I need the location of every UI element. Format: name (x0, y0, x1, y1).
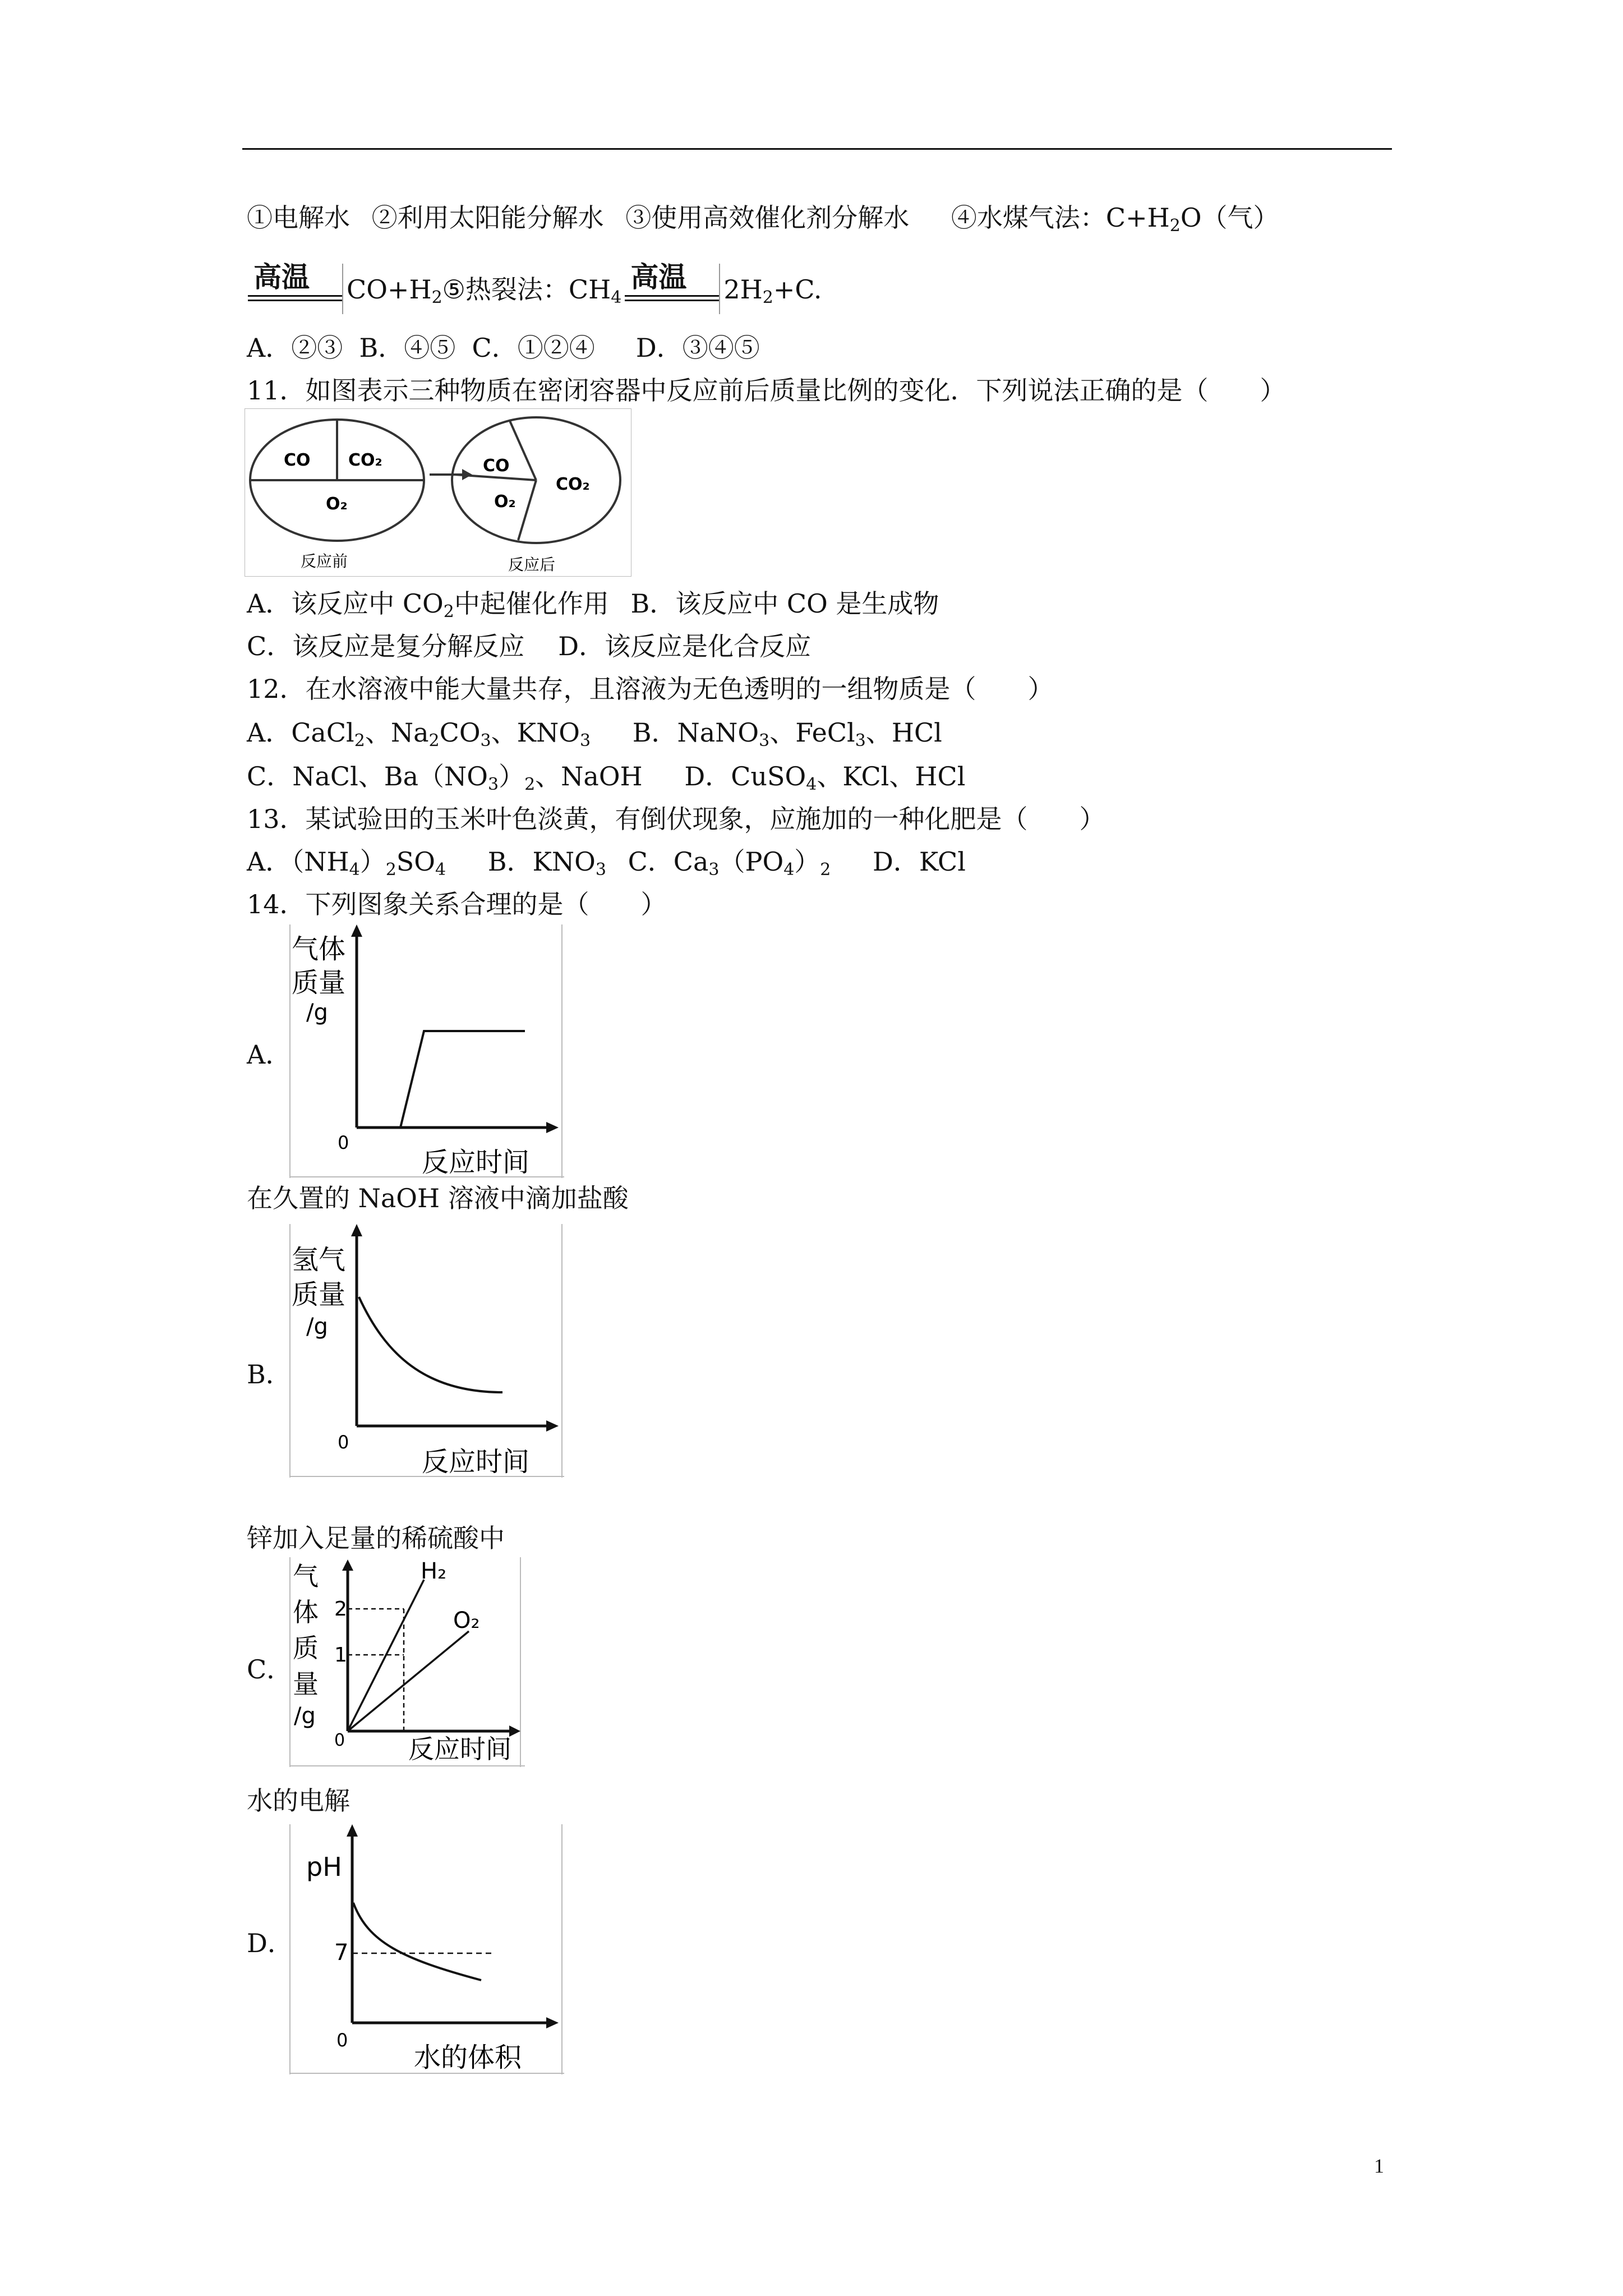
svg-text:/g: /g (306, 1000, 328, 1025)
svg-text:反应时间: 反应时间 (422, 1446, 530, 1478)
graph-c-o2-line (348, 1631, 469, 1731)
page-number: 1 (1374, 2155, 1384, 2177)
pie-before-co2-label: CO₂ (348, 450, 382, 470)
svg-text:pH: pH (306, 1852, 342, 1882)
svg-text:/g: /g (306, 1314, 328, 1340)
pie-before-caption: 反应前 (301, 552, 348, 570)
reaction-condition-high-temp-2: 高温 (625, 264, 720, 306)
q12-options-cd: C．NaCl、$Ba(NO_3)_2$、NaOH D．CuSO$_4$、KCl、HCl (247, 761, 966, 794)
svg-text:质: 质 (293, 1633, 319, 1663)
q10-methods-line-2: 高温 $CO+H_2⑤$热裂法：$CH_4$ 高温 $2H_2+C$. (245, 264, 1400, 315)
svg-text:0: 0 (338, 1432, 349, 1453)
q14-graph-b (289, 1224, 564, 1478)
graph-b-curve (359, 1297, 502, 1392)
h2-label: H₂ (421, 1558, 447, 1584)
q11-stem: 11．如图表示三种物质在密闭容器中反应前后质量比例的变化．下列说法正确的是（ ） (247, 375, 1286, 406)
svg-text:0: 0 (336, 2030, 348, 2051)
q14-graph-a (289, 924, 564, 1178)
svg-text:0: 0 (338, 1132, 349, 1153)
pie-after-o2-label: O₂ (494, 492, 516, 512)
graph-a-curve (400, 1031, 525, 1128)
q12-options-ab: A．CaCl$_2$、$Na_2CO_3$、$KNO_3$ B．NaNO$_3$、FeCl$_3$、HCl (247, 717, 942, 751)
q10-methods-line-1 (247, 201, 1402, 243)
q14-c-caption: 水的电解 (247, 1786, 350, 1816)
q14-b-caption: 锌加入足量的稀硫酸中 (247, 1523, 505, 1553)
header-rule (242, 148, 1392, 150)
svg-text:质量: 质量 (292, 1279, 346, 1310)
q14-option-c-label: C． (247, 1654, 293, 1685)
q11-options-cd: C．该反应是复分解反应 D．该反应是化合反应 (247, 631, 811, 661)
q10-options: A．②③ B．④⑤ C．①②④ D．③④⑤ (247, 333, 760, 363)
svg-text:气: 气 (293, 1561, 319, 1591)
svg-text:/g: /g (294, 1703, 316, 1729)
svg-text:氢气: 氢气 (292, 1244, 346, 1276)
q11-pie-figure (245, 408, 631, 577)
reaction-condition-high-temp-1: 高温 (248, 264, 343, 306)
svg-text:量: 量 (293, 1669, 319, 1699)
method-2: ②利用太阳能分解水 (371, 203, 604, 233)
svg-text:0: 0 (334, 1731, 345, 1750)
svg-text:质量: 质量 (292, 967, 346, 999)
q12-stem: 12．在水溶液中能大量共存，且溶液为无色透明的一组物质是（ ） (247, 674, 1054, 704)
svg-text:水的体积: 水的体积 (414, 2042, 522, 2073)
svg-text:体: 体 (293, 1597, 319, 1627)
pie-after-caption: 反应后 (508, 555, 556, 574)
svg-text:气体: 气体 (292, 933, 346, 965)
o2-label: O₂ (453, 1608, 480, 1634)
svg-text:反应时间: 反应时间 (408, 1734, 511, 1764)
pie-before-co-label: CO (284, 450, 311, 470)
method-1: ①电解水 (247, 203, 350, 233)
pie-after-co-label: CO (483, 456, 510, 476)
q14-option-b-label: B． (247, 1359, 292, 1389)
method-3: ③使用高效催化剂分解水 (625, 203, 910, 233)
q14-a-caption: 在久置的 NaOH 溶液中滴加盐酸 (247, 1183, 629, 1213)
q13-stem: 13．某试验田的玉米叶色淡黄，有倒伏现象，应施加的一种化肥是（ ） (247, 804, 1105, 834)
pie-before-o2-label: O₂ (326, 494, 348, 514)
q14-option-a-label: A． (247, 1039, 292, 1070)
svg-text:7: 7 (334, 1940, 349, 1966)
q11-options-ab: A．该反应中 $CO_2$中起催化作用 B．该反应中 CO 是生成物 (247, 588, 939, 622)
pie-after-co2-label: CO₂ (556, 475, 590, 494)
q14-option-d-label: D． (247, 1928, 293, 1958)
svg-text:1: 1 (334, 1644, 347, 1667)
svg-text:反应时间: 反应时间 (422, 1147, 530, 1178)
graph-d-curve (353, 1903, 481, 1980)
q14-graph-c (289, 1557, 525, 1767)
method-4: ④水煤气法：$C+H_2O$（气） (951, 203, 1279, 236)
q14-stem: 14．下列图象关系合理的是（ ） (247, 889, 667, 919)
q14-graph-d (289, 1824, 564, 2074)
q13-options: A．$(NH_4)_2SO_4$ B．$KNO_3$ C．$Ca_3(PO_4)_2$ D．KCl (247, 846, 966, 880)
svg-text:2: 2 (334, 1598, 347, 1621)
